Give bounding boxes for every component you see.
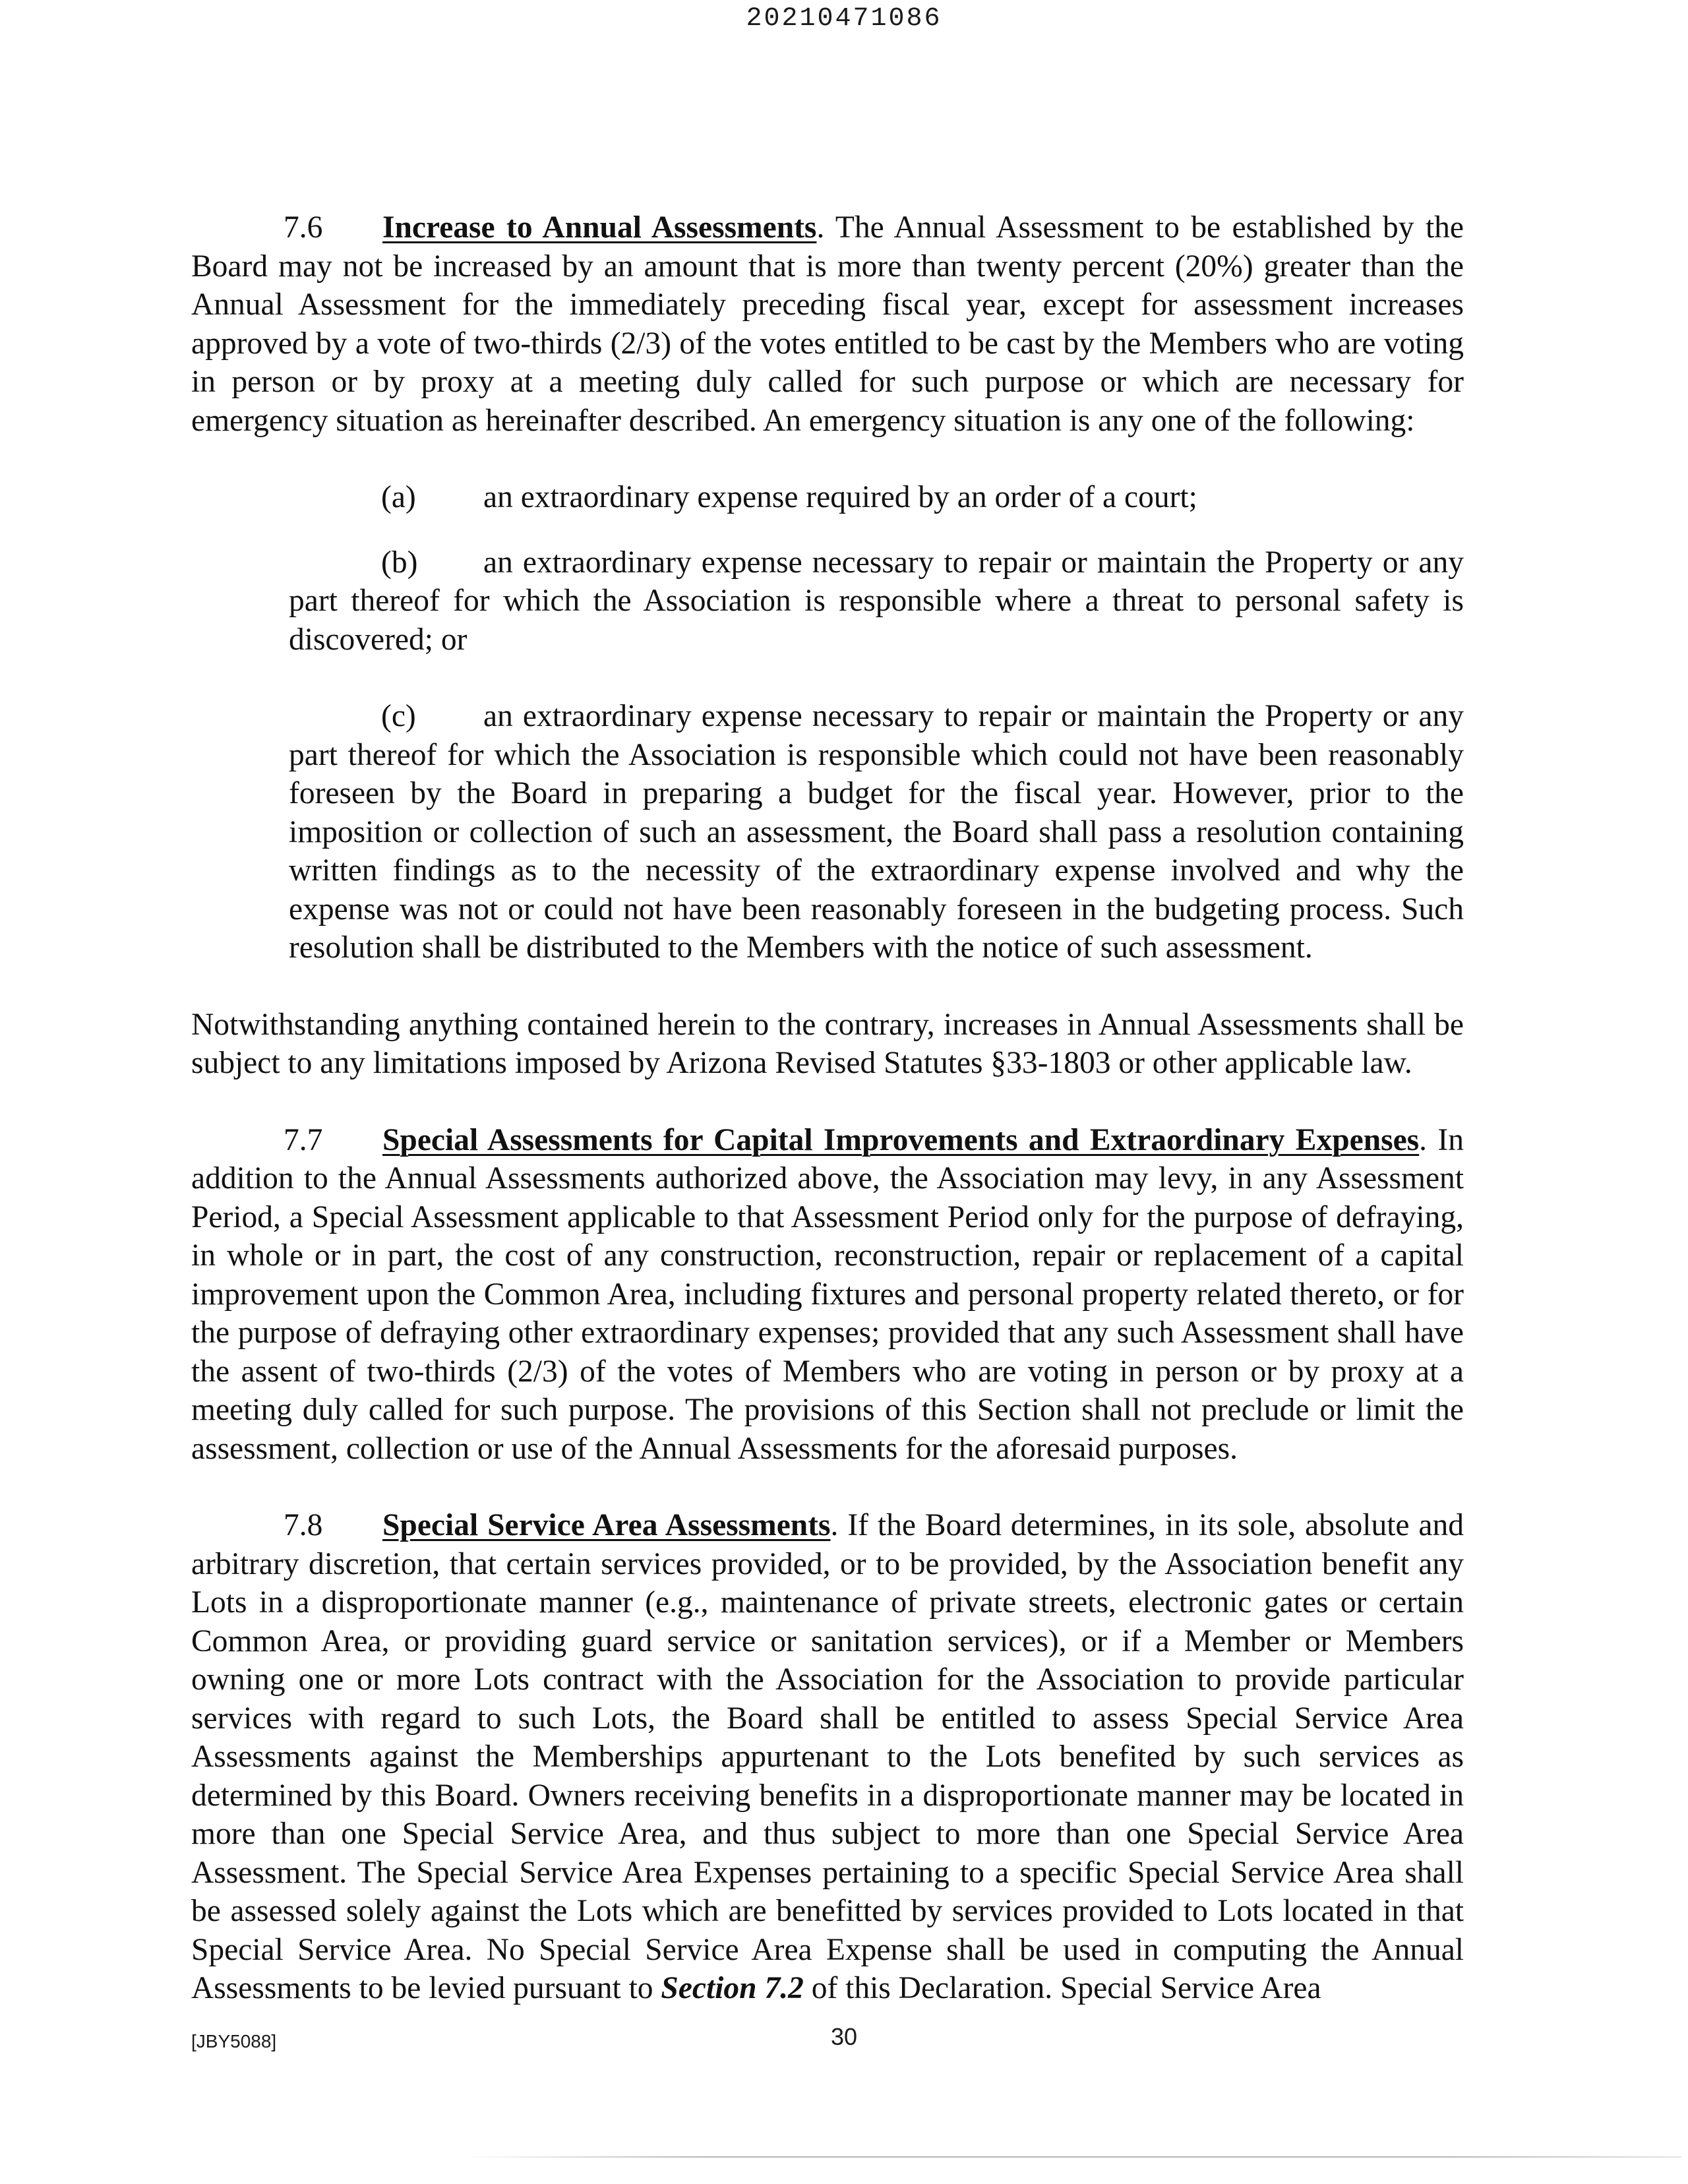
- list-item-text: an extraordinary expense necessary to repair or maintain the Property or any part thereof for which the Association is responsible which could not have been reasonably foreseen by the Board in preparing a budget for the fiscal year. However, prior to the imposition or collection of such an assessment, the Board shall pass a resolution containing written findings as to the necessity of the extraordinary expense involved and why the expense was not or could not have been reasonably foreseen in the budgeting process. Such resolution shall be distributed to the Members with the notice of such assessment.: [289, 699, 1464, 965]
- document-body: [191, 208, 1464, 2046]
- page-number: 30: [830, 2023, 858, 2050]
- section-number: 7.7: [284, 1122, 323, 1157]
- list-item-c: [289, 697, 1464, 967]
- section-7-7: [191, 1121, 1464, 1469]
- footer-document-id: [JBY5088]: [191, 2031, 277, 2051]
- section-heading: Special Service Area Assessments: [382, 1508, 831, 1542]
- list-item-label: (c): [381, 699, 416, 733]
- section-7-6-closing: Notwithstanding anything contained herein to the contrary, increases in Annual Assessments shall be subject to any limitations imposed by Arizona Revised Statutes §33-1803 or other applicable law.: [191, 1007, 1464, 1080]
- recording-number: 20210471086: [746, 4, 942, 34]
- section-7-8: [191, 1506, 1464, 2008]
- list-item-text: an extraordinary expense necessary to repair or maintain the Property or any part thereof for which the Association is responsible where a threat to personal safety is discovered; or: [289, 545, 1464, 657]
- scan-artifact-line: [462, 2156, 1681, 2158]
- section-text: . The Annual Assessment to be established by the Board may not be increased by an amount that is more than twenty percent (20%) greater than the Annual Assessment for the immediately preceding fiscal year, except for assessment increases approved by a vote of two-thirds (2/3) of the votes entitled to be cast by the Members who are voting in person or by proxy at a meeting duly called for such purpose or which are necessary for emergency situation as hereinafter described. An emergency situation is any one of the following:: [191, 210, 1464, 438]
- section-number: 7.6: [284, 210, 323, 245]
- list-item-b: [289, 543, 1464, 659]
- section-text: . In addition to the Annual Assessments authorized above, the Association may levy, in any Assessment Period, a Special Assessment applicable to that Assessment Period only for the purpose of defraying, in whole or in part, the cost of any construction, reconstruction, repair or replacement of a capital improvement upon the Common Area, including fixtures and personal property related thereto, or for the purpose of defraying other extraordinary expenses; provided that any such Assessment shall have the assent of two-thirds (2/3) of the votes of Members who are voting in person or by proxy at a meeting duly called for such purpose. The provisions of this Section shall not preclude or limit the assessment, collection or use of the Annual Assessments for the aforesaid purposes.: [191, 1122, 1464, 1466]
- section-text: . If the Board determines, in its sole, absolute and arbitrary discretion, that certain services provided, or to be provided, by the Association benefit any Lots in a disproportionate manner (e.g., maintenance of private streets, electronic gates or certain Common Area, or providing guard service or sanitation services), or if a Member or Members owning one or more Lots contract with the Association for the Association to provide particular services with regard to such Lots, the Board shall be entitled to assess Special Service Area Assessments against the Memberships appurtenant to the Lots benefited by such services as determined by this Board. Owners receiving benefits in a disproportionate manner may be located in more than one Special Service Area, and thus subject to more than one Special Service Area Assessment. The Special Service Area Expenses pertaining to a specific Special Service Area shall be assessed solely against the Lots which are benefitted by services provided to Lots located in that Special Service Area. No Special Service Area Expense shall be used in computing the Annual Assessments to be levied pursuant to: [191, 1508, 1464, 2005]
- section-heading: Special Assessments for Capital Improvements and Extraordinary Expenses: [382, 1122, 1420, 1157]
- list-item-a: [289, 478, 1464, 517]
- section-7-6: [191, 208, 1464, 440]
- list-item-text: an extraordinary expense required by an order of a court;: [483, 480, 1197, 514]
- section-heading: Increase to Annual Assessments: [382, 210, 817, 245]
- list-item-label: (b): [381, 545, 418, 580]
- section-text-end: of this Declaration. Special Service Area: [803, 1971, 1321, 2005]
- section-reference: Section 7.2: [661, 1971, 804, 2005]
- section-number: 7.8: [284, 1508, 323, 1542]
- list-item-label: (a): [381, 480, 416, 514]
